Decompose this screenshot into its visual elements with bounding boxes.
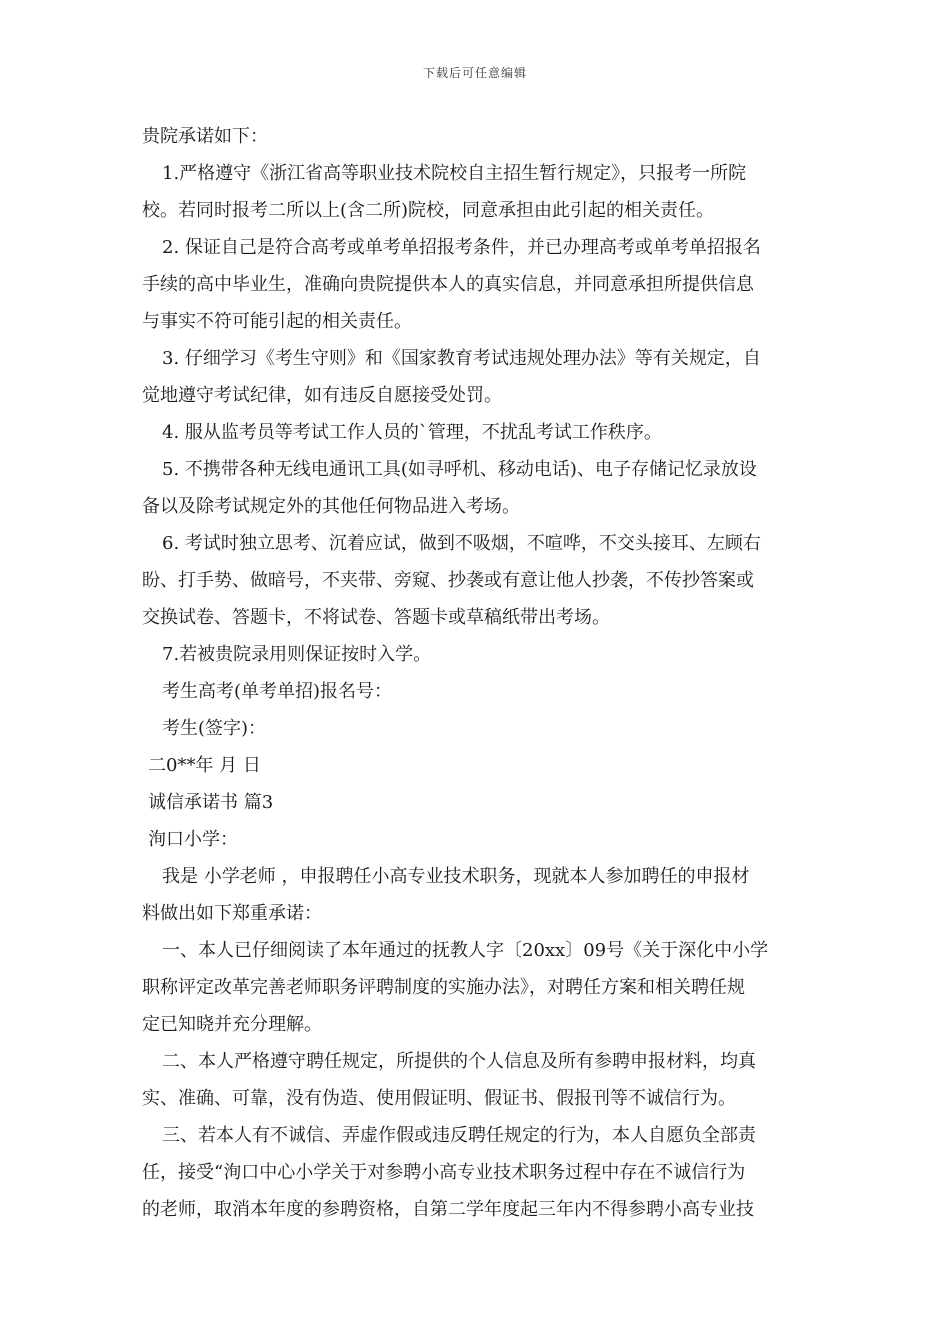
page-header-note: 下载后可任意编辑 [422, 66, 527, 80]
text-line: 一、本人已仔细阅读了本年通过的抚教人字〔20xx〕09号《关于深化中小学 [162, 940, 769, 961]
text-line: 2. 保证自己是符合高考或单考单招报考条件，并已办理高考或单考单招报名 [162, 237, 761, 258]
text-line: 6. 考试时独立思考、沉着应试，做到不吸烟，不喧哗，不交头接耳、左顾右 [162, 533, 761, 554]
text-line: 我是 小学老师 ，申报聘任小高专业技术职务，现就本人参加聘任的申报材 [162, 866, 750, 887]
text-line: 贵院承诺如下： [142, 126, 268, 147]
text-line: 备以及除考试规定外的其他任何物品进入考场。 [142, 496, 520, 517]
text-line: 诚信承诺书 篇3 [148, 792, 274, 813]
text-line: 4. 服从监考员等考试工作人员的`管理，不扰乱考试工作秩序。 [162, 422, 662, 443]
text-line: 交换试卷、答题卡，不将试卷、答题卡或草稿纸带出考场。 [142, 607, 610, 628]
text-line: 三、若本人有不诚信、弄虚作假或违反聘任规定的行为，本人自愿负全部责 [162, 1125, 756, 1146]
text-line: 3. 仔细学习《考生守则》和《国家教育考试违规处理办法》等有关规定，自 [162, 348, 761, 369]
text-line: 洵口小学： [148, 829, 238, 850]
text-line: 觉地遵守考试纪律，如有违反自愿接受处罚。 [142, 385, 502, 406]
text-line: 料做出如下郑重承诺： [142, 903, 322, 924]
text-line: 定已知晓并充分理解。 [142, 1014, 322, 1035]
text-line: 考生高考(单考单招)报名号： [162, 681, 393, 702]
text-line: 二、本人严格遵守聘任规定，所提供的个人信息及所有参聘申报材料，均真 [162, 1051, 756, 1072]
document-body [142, 118, 808, 1228]
text-line: 1.严格遵守《浙江省高等职业技术院校自主招生暂行规定》，只报考一所院 [162, 163, 747, 184]
text-line: 职称评定改革完善老师职务评聘制度的实施办法》，对聘任方案和相关聘任规 [142, 977, 745, 998]
text-line: 任，接受“洵口中心小学关于对参聘小高专业技术职务过程中存在不诚信行为 [142, 1162, 746, 1183]
text-line: 7.若被贵院录用则保证按时入学。 [162, 644, 432, 665]
text-line: 校。若同时报考二所以上(含二所)院校，同意承担由此引起的相关责任。 [142, 200, 715, 221]
text-line: 的老师，取消本年度的参聘资格，自第二学年度起三年内不得参聘小高专业技 [142, 1199, 754, 1220]
text-line: 与事实不符可能引起的相关责任。 [142, 311, 412, 332]
text-line: 5. 不携带各种无线电通讯工具(如寻呼机、移动电话)、电子存储记忆录放设 [162, 459, 757, 480]
text-line: 实、准确、可靠，没有伪造、使用假证明、假证书、假报刊等不诚信行为。 [142, 1088, 736, 1109]
text-line: 盼、打手势、做暗号，不夹带、旁窥、抄袭或有意让他人抄袭，不传抄答案或 [142, 570, 754, 591]
text-line: 考生(签字)： [162, 718, 267, 739]
text-line: 二0**年 月 日 [148, 755, 261, 776]
text-line: 手续的高中毕业生，准确向贵院提供本人的真实信息，并同意承担所提供信息 [142, 274, 754, 295]
